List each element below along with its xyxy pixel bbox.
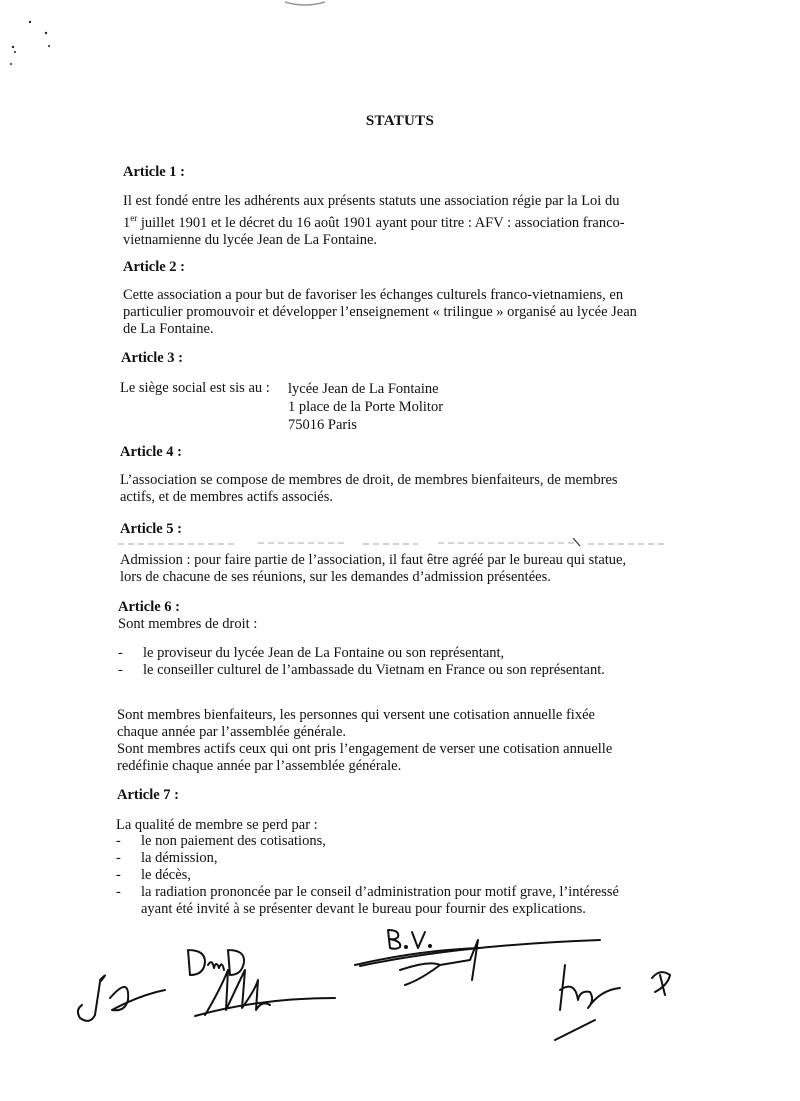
article-4-text: [120, 472, 678, 506]
article-1-line-3: vietnamienne du lycée Jean de La Fontaine.: [123, 231, 378, 248]
address-line-3: 75016 Paris: [288, 417, 357, 433]
address-line-1: lycée Jean de La Fontaine: [288, 381, 439, 397]
article-1-line-1: Il est fondé entre les adhérents aux présents statuts une association régie par la Loi du: [123, 193, 620, 209]
scan-streak: [118, 538, 678, 550]
article-1-heading: Article 1 :: [123, 164, 185, 180]
article-2-heading: Article 2 :: [123, 259, 185, 275]
list-item: - le décès,: [116, 867, 678, 884]
article-2-line-1: Cette association a pour but de favoriser les échanges culturels franco-vietnamiens, en: [123, 287, 624, 303]
article-7-list: [116, 833, 678, 901]
signature-4: [555, 965, 670, 1040]
article-6-line-3: Sont membres actifs ceux qui ont pris l’engagement de verser une cotisation annuelle: [117, 741, 613, 757]
article-2-text: [123, 287, 678, 338]
list-item: - le proviseur du lycée Jean de La Fontaine ou son représentant,: [118, 645, 678, 662]
article-5-line-1: Admission : pour faire partie de l’association, il faut être agréé par le bureau qui statue,: [120, 552, 627, 568]
article-7-heading: Article 7 :: [117, 787, 179, 803]
article-5-heading: Article 5 :: [120, 521, 182, 537]
article-6-line-4: redéfinie chaque année par l’assemblée générale.: [117, 758, 402, 774]
article-4-heading: Article 4 :: [120, 444, 182, 460]
article-1-text: [123, 193, 678, 249]
article-6-heading: Article 6 :: [118, 599, 180, 615]
list-item: - la démission,: [116, 850, 678, 867]
signature-1: [78, 975, 105, 1020]
article-2-line-3: de La Fontaine.: [123, 321, 214, 337]
registered-office-label: Le siège social est sis au :: [120, 380, 270, 396]
ordinal-suffix: er: [130, 213, 138, 223]
signatures-image: [0, 920, 800, 1101]
list-item: - le conseiller culturel de l’ambassade du Vietnam en France ou son représentant.: [118, 662, 678, 679]
article-1-line-2: [123, 210, 678, 232]
scan-noise: [0, 0, 800, 120]
article-7-continuation: ayant été invité à se présenter devant le bureau pour fournir des explications.: [141, 901, 586, 917]
document-title: STATUTS: [365, 113, 435, 129]
list-item: - le non paiement des cotisations,: [116, 833, 678, 850]
article-4-line-1: L’association se compose de membres de droit, de membres bienfaiteurs, de membres: [120, 472, 618, 488]
article-6-line-1: Sont membres bienfaiteurs, les personnes qui versent une cotisation annuelle fixée: [117, 707, 595, 723]
article-6-line-2: chaque année par l’assemblée générale.: [117, 724, 347, 740]
article-4-line-2: actifs, et de membres actifs associés.: [120, 489, 333, 505]
article-6-list: [118, 645, 678, 679]
article-6-text: [117, 707, 678, 775]
signature-2: [188, 950, 335, 1016]
ordinal-number: 1: [123, 214, 131, 231]
list-item: - la radiation prononcée par le conseil d’administration pour motif grave, l’intéressé: [116, 884, 678, 901]
article-5-line-2: lors de chacune de ses réunions, sur les demandes d’admission présentées.: [120, 569, 551, 585]
registered-office-address: [288, 380, 443, 434]
article-2-line-2: particulier promouvoir et développer l’enseignement « trilingue » organisé au lycée Jean: [123, 304, 637, 320]
article-1-line-2-text: juillet 1901 et le décret du 16 août 1901 ayant pour titre : AFV : association franco-: [140, 214, 625, 231]
address-line-2: 1 place de la Porte Molitor: [288, 399, 444, 415]
article-5-text: [120, 552, 678, 586]
article-7-intro: La qualité de membre se perd par :: [116, 817, 318, 833]
article-3-heading: Article 3 :: [121, 350, 183, 366]
article-6-intro: Sont membres de droit :: [118, 616, 258, 632]
